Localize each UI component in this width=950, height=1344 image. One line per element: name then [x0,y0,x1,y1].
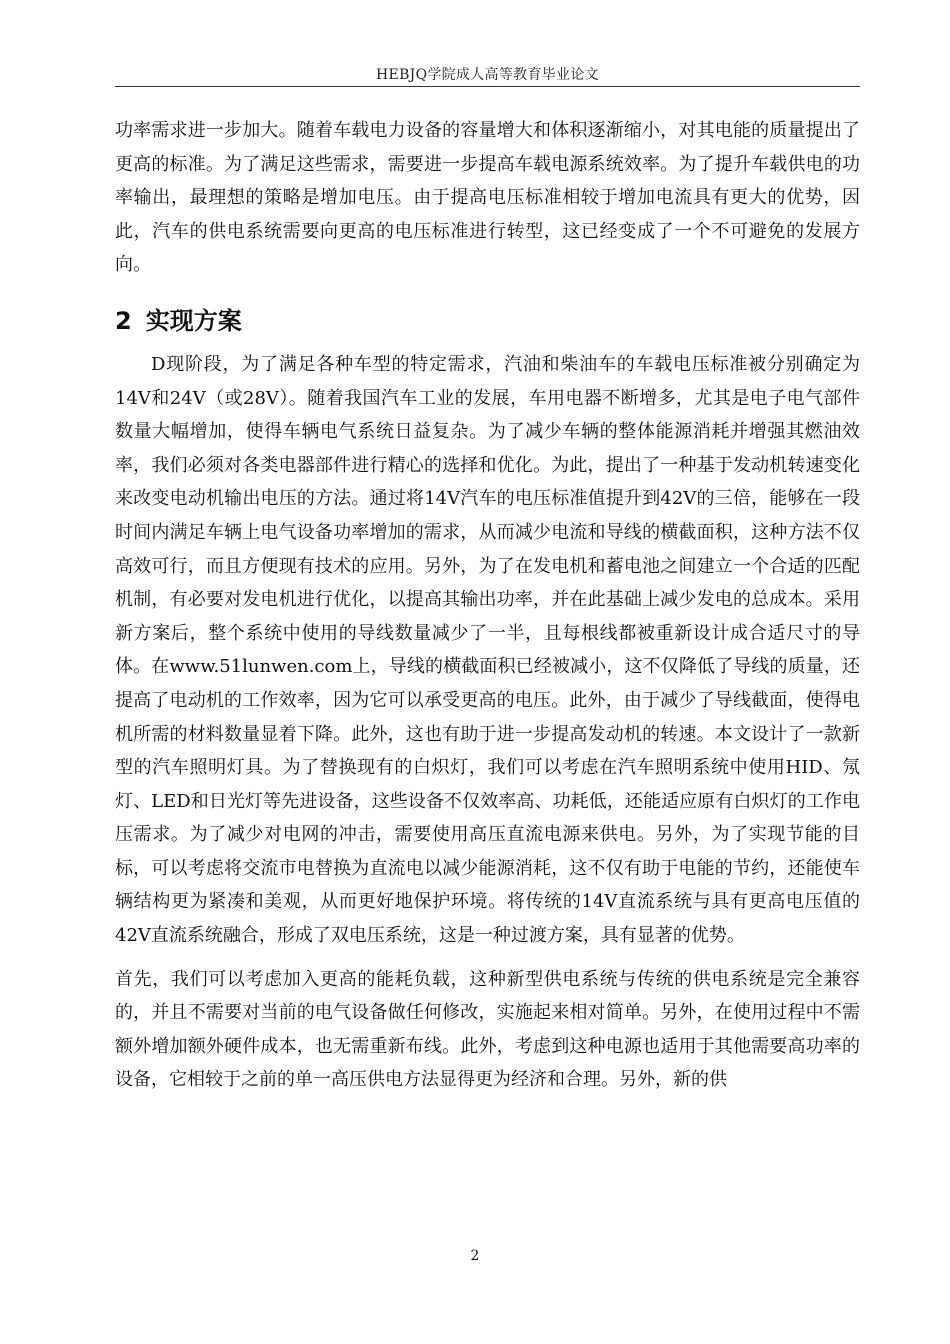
page-header: HEBJQ学院成人高等教育毕业论文 [376,67,599,83]
document-body [115,114,860,1097]
header-divider [115,86,860,87]
paragraph-continued: 首先，我们可以考虑加入更高的能耗负载，这种新型供电系统与传统的供电系统是完全兼容的，并且不需要对当前的电气设备做任何修改，实施起来相对简单。另外，在使用过程中不需额外增加额外硬件成本，也无需重新布线。此外，考虑到这种电源也适用于其他需要高功率的设备，它相较于之前的单一高压供电方法显得更为经济和合理。另外，新的供 [115,968,860,1091]
paragraph-intro: 功率需求进一步加大。随着车载电力设备的容量增大和体积逐渐缩小，对其电能的质量提出了更高的标准。为了满足这些需求，需要进一步提高车载电源系统效率。为了提升车载供电的功率输出，最理想的策略是增加电压。由于提高电压标准相较于增加电流具有更大的优势，因此，汽车的供电系统需要向更高的电压标准进行转型，这已经变成了一个不可避免的发展方向。 [115,120,860,276]
section-title: 实现方案 [145,306,242,335]
page-number: 2 [470,1248,480,1264]
section-number: 2 [115,306,132,335]
paragraph-main: D现阶段，为了满足各种车型的特定需求，汽油和柴油车的车载电压标准被分别确定为14V和24V（或28V）。随着我国汽车工业的发展，车用电器不断增多，尤其是电子电气部件数量大幅增加，使得车辆电气系统日益复杂。为了减少车辆的整体能源消耗并增强其燃油效率，我们必须对各类电器部件进行精心的选择和优化。为此，提出了一种基于发动机转速变化来改变电动机输出电压的方法。通过将14V汽车的电压标准值提升到42V的三倍，能够在一段时间内满足车辆上电气设备功率增加的需求，从而减少电流和导线的横截面积，这种方法不仅高效可行，而且方便现有技术的应用。另外，为了在发电机和蓄电池之间建立一个合适的匹配机制，有必要对发电机进行优化，以提高其输出功率，并在此基础上减少发电的总成本。采用新方案后，整个系统中使用的导线数量减少了一半，且每根线都被重新设计成合适尺寸的导体。在www.51lunwen.com上，导线的横截面积已经被减小，这不仅降低了导线的质量，还提高了电动机的工作效率，因为它可以承受更高的电压。此外，由于减少了导线截面，使得电机所需的材料数量显着下降。此外，这也有助于进一步提高发动机的转速。本文设计了一款新型的汽车照明灯具。为了替换现有的白炽灯，我们可以考虑在汽车照明系统中使用HID、氖灯、LED和日光灯等先进设备，这些设备不仅效率高、功耗低，还能适应原有白炽灯的工作电压需求。为了减少对电网的冲击，需要使用高压直流电源来供电。另外，为了实现节能的目标，可以考虑将交流市电替换为直流电以减少能源消耗，这不仅有助于电能的节约，还能使车辆结构更为紧凑和美观，从而更好地保护环境。将传统的14V直流系统与具有更高电压值的42V直流系统融合，形成了双电压系统，这是一种过渡方案，具有显著的优势。 [115,353,860,947]
section-heading [115,304,860,338]
